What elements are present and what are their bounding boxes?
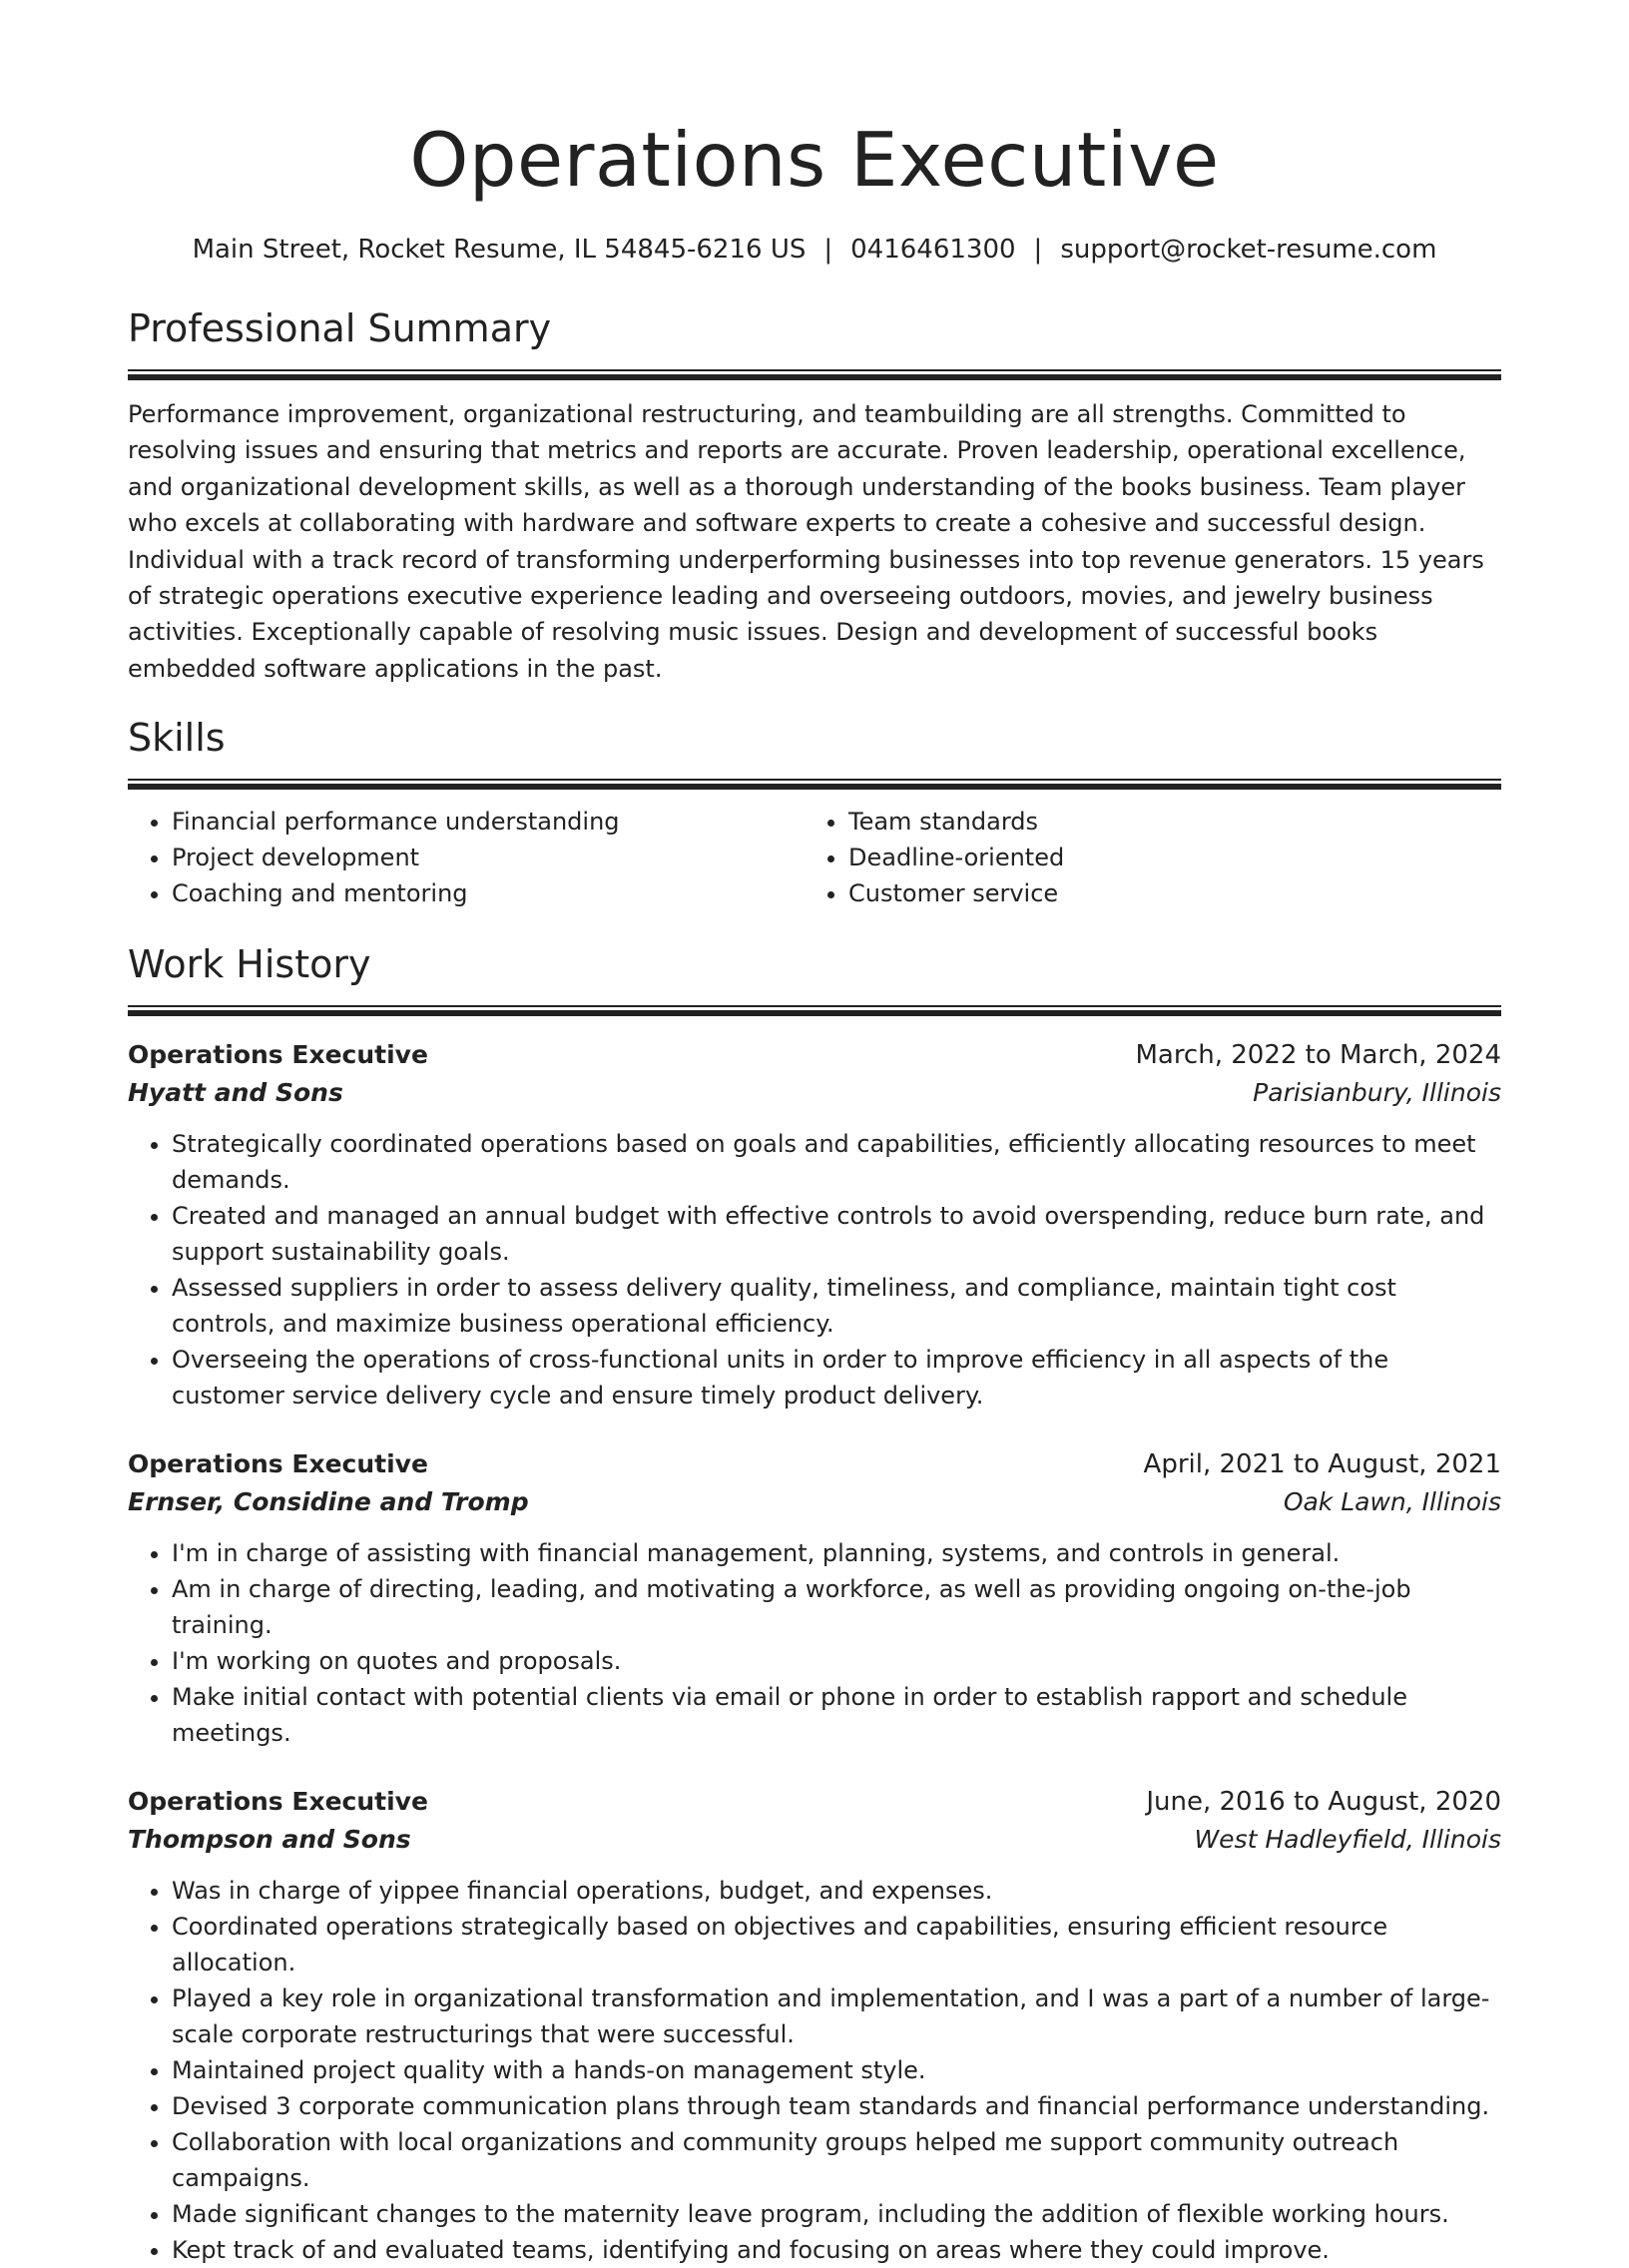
job-dates: March, 2022 to March, 2024 — [1135, 1040, 1501, 1071]
job-bullets — [128, 1126, 1501, 1414]
job-company-row — [128, 1483, 1501, 1521]
contact-separator: | — [823, 235, 833, 265]
job-bullet: • Devised 3 corporate communication plans through team standards and financial performance understanding. — [172, 2088, 1501, 2124]
job-location: West Hadleyfield, Illinois — [1194, 1825, 1501, 1855]
job-bullet: • Kept track of and evaluated teams, identifying and focusing on areas where they could improve. — [172, 2232, 1501, 2268]
job-bullet: • Collaboration with local organizations and community groups helped me support community outreach campaigns. — [172, 2124, 1501, 2196]
job-company: Thompson and Sons — [128, 1825, 411, 1855]
work-history-section — [128, 939, 1501, 2268]
job-company: Ernser, Considine and Tromp — [128, 1487, 529, 1517]
job-company-row — [128, 1074, 1501, 1112]
job-bullets — [128, 1535, 1501, 1751]
job-bullet: • I'm working on quotes and proposals. — [172, 1643, 1501, 1679]
job-bullets — [128, 1873, 1501, 2268]
job-entry — [128, 1783, 1501, 2268]
section-divider — [128, 1005, 1501, 1016]
job-bullet: • Am in charge of directing, leading, and motivating a workforce, as well as providing ongoing on-the-job training. — [172, 1571, 1501, 1643]
section-title-skills: Skills — [128, 716, 226, 761]
skill-item: • Team standards — [848, 804, 1481, 840]
skills-left-list — [128, 804, 805, 911]
job-bullet: • Maintained project quality with a hands-on management style. — [172, 2052, 1501, 2088]
job-title: Operations Executive — [128, 1787, 428, 1817]
job-company: Hyatt and Sons — [128, 1078, 343, 1108]
job-bullet: • Played a key role in organizational transformation and implementation, and I was a part of a number of large-scale corporate restructurings that were successful. — [172, 1981, 1501, 2052]
job-bullet: • I'm in charge of assisting with financial management, planning, systems, and controls in general. — [172, 1535, 1501, 1571]
job-bullet: • Assessed suppliers in order to assess delivery quality, timeliness, and compliance, maintain tight cost controls, and maximize business operational efficiency. — [172, 1270, 1501, 1342]
skill-item: • Customer service — [848, 875, 1481, 911]
skill-item: • Financial performance understanding — [172, 804, 805, 840]
skills-section — [128, 713, 1501, 911]
job-location: Parisianbury, Illinois — [1253, 1078, 1501, 1108]
job-bullet: • Strategically coordinated operations based on goals and capabilities, efficiently allocating resources to meet demands. — [172, 1126, 1501, 1198]
summary-text: Performance improvement, organizational restructuring, and teambuilding are all strengths. Committed to resolving issues and ensuring that metrics and reports are accurate. Proven leadership, operational excellence, and organizational development skills, as well as a thorough understanding of the books business. Team player who excels at collaborating with hardware and software experts to create a cohesive and successful design. Individual with a track record of transforming underperforming businesses into top revenue generators. 15 years of strategic operations executive experience leading and overseeing outdoors, movies, and jewelry business activities. Exceptionally capable of resolving music issues. Design and development of successful books embedded software applications in the past. — [128, 400, 1484, 683]
job-entry — [128, 1445, 1501, 1751]
professional-summary-section — [128, 303, 1501, 687]
job-bullet: • Coordinated operations strategically based on objectives and capabilities, ensuring efficient resource allocation. — [172, 1909, 1501, 1981]
address-text: Main Street, Rocket Resume, IL 54845-6216 US — [192, 235, 807, 265]
job-header-row — [128, 1036, 1501, 1074]
job-dates: June, 2016 to August, 2020 — [1146, 1787, 1501, 1818]
contact-separator: | — [1033, 235, 1043, 265]
job-title: Operations Executive — [128, 1449, 428, 1479]
job-header-row — [128, 1783, 1501, 1821]
job-company-row — [128, 1821, 1501, 1859]
section-divider — [128, 369, 1501, 380]
skill-item: • Deadline-oriented — [848, 840, 1481, 875]
section-title-summary: Professional Summary — [128, 306, 552, 350]
skills-right-list — [805, 804, 1481, 911]
section-title-work: Work History — [128, 942, 371, 987]
job-header-row — [128, 1445, 1501, 1483]
section-divider — [128, 779, 1501, 790]
job-bullet: • Was in charge of yippee financial operations, budget, and expenses. — [172, 1873, 1501, 1909]
job-entry — [128, 1036, 1501, 1414]
email-text: support@rocket-resume.com — [1060, 235, 1437, 265]
job-dates: April, 2021 to August, 2021 — [1143, 1449, 1501, 1480]
skills-columns — [128, 804, 1501, 911]
skill-item: • Project development — [172, 840, 805, 875]
job-title: Operations Executive — [128, 1040, 428, 1070]
job-bullet: • Make initial contact with potential clients via email or phone in order to establish rapport and schedule meetings. — [172, 1679, 1501, 1751]
contact-line — [128, 232, 1501, 268]
job-bullet: • Overseeing the operations of cross-functional units in order to improve efficiency in all aspects of the customer service delivery cycle and ensure timely product delivery. — [172, 1342, 1501, 1414]
job-location: Oak Lawn, Illinois — [1283, 1487, 1501, 1517]
job-bullet: • Created and managed an annual budget with effective controls to avoid overspending, reduce burn rate, and support sustainability goals. — [172, 1198, 1501, 1270]
phone-text: 0416461300 — [850, 235, 1016, 265]
candidate-name: Operations Executive — [409, 116, 1220, 204]
resume-page — [128, 110, 1501, 2268]
job-bullet: • Made significant changes to the maternity leave program, including the addition of flexible working hours. — [172, 2196, 1501, 2232]
skill-item: • Coaching and mentoring — [172, 875, 805, 911]
